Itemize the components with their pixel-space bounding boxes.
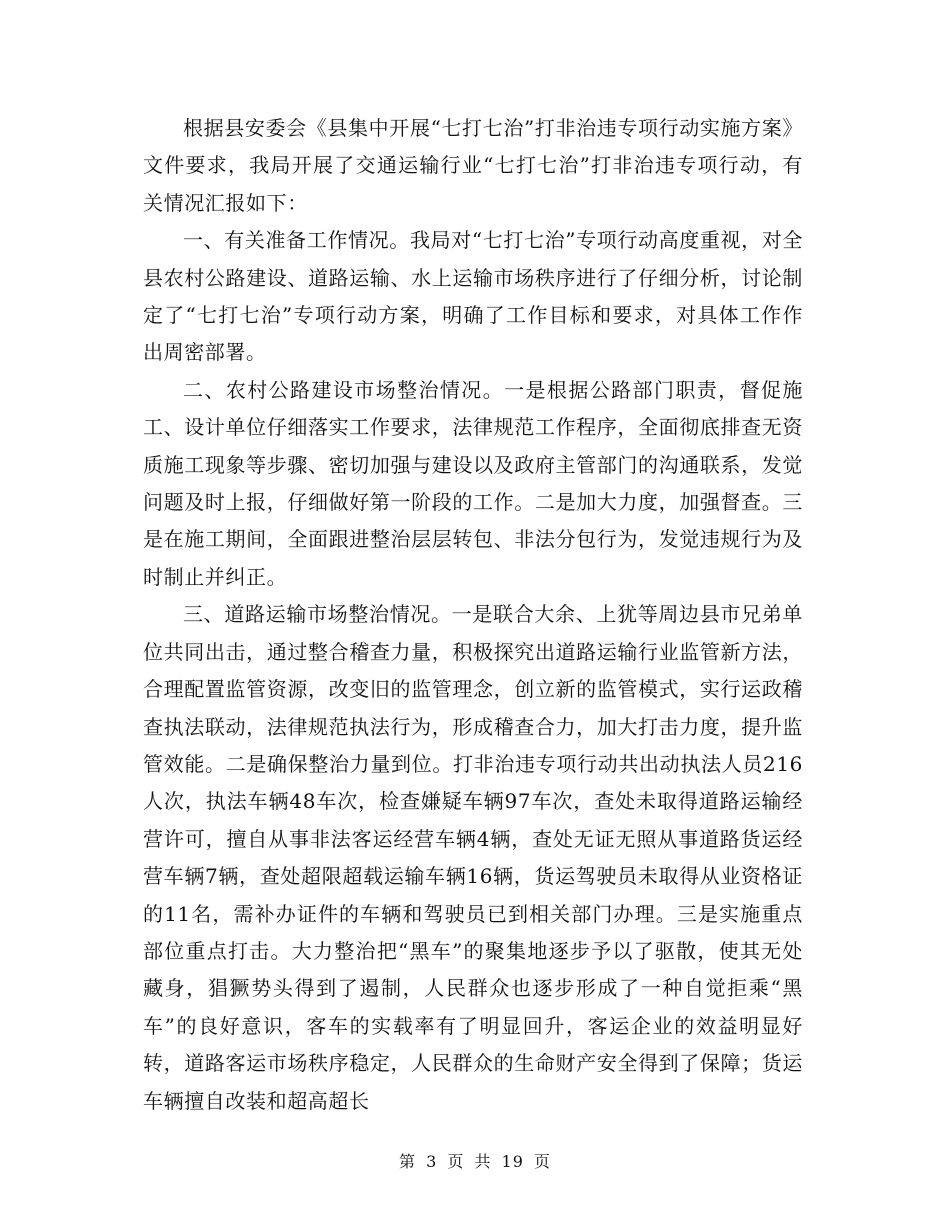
paragraph-section-2: 二、农村公路建设市场整治情况。一是根据公路部门职责，督促施工、设计单位仔细落实工作要求，法律规范工作程序，全面彻底排查无资质施工现象等步骤、密切加强与建设以及政府主管部门的沟通联系，发觉问题及时上报，仔细做好第一阶段的工作。二是加大力度，加强督查。三是在施工期间，全面跟进整治层层转包、非法分包行为，发觉违规行为及时制止并纠正。 (143, 377, 803, 589)
paragraph-section-3: 三、道路运输市场整治情况。一是联合大余、上犹等周边县市兄弟单位共同出击，通过整合稽查力量，积极探究出道路运输行业监管新方法，合理配置监管资源，改变旧的监管理念，创立新的监管模式，实行运政稽查执法联动，法律规范执法行为，形成稽查合力，加大打击力度，提升监管效能。二是确保整治力量到位。打非治违专项行动共出动执法人员216人次，执法车辆48车次，检查嫌疑车辆97车次，查处未取得道路运输经营许可，擅自从事非法客运经营车辆4辆，查处无证无照从事道路货运经营车辆7辆，查处超限超载运输车辆16辆，货运驾驶员未取得从业资格证的11名，需补办证件的车辆和驾驶员已到相关部门办理。三是实施重点部位重点打击。大力整治把“黑车”的聚集地逐步予以了驱散，使其无处藏身，猖獗势头得到了遏制，人民群众也逐步形成了一种自觉拒乘“黑车”的良好意识，客车的实载率有了明显回升，客运企业的效益明显好转，道路客运市场秩序稳定，人民群众的生命财产安全得到了保障；货运车辆擅自改装和超高超长 (143, 602, 803, 1113)
document-body (143, 110, 803, 1120)
paragraph-section-1: 一、有关准备工作情况。我局对“七打七治”专项行动高度重视，对全县农村公路建设、道路运输、水上运输市场秩序进行了仔细分析，讨论制定了“七打七治”专项行动方案，明确了工作目标和要求，对具体工作作出周密部署。 (143, 228, 803, 365)
paragraph-intro: 根据县安委会《县集中开展“七打七治”打非治违专项行动实施方案》文件要求，我局开展了交通运输行业“七打七治”打非治违专项行动，有关情况汇报如下： (143, 116, 803, 215)
page-number-footer: 第 3 页 共 19 页 (399, 1152, 551, 1171)
